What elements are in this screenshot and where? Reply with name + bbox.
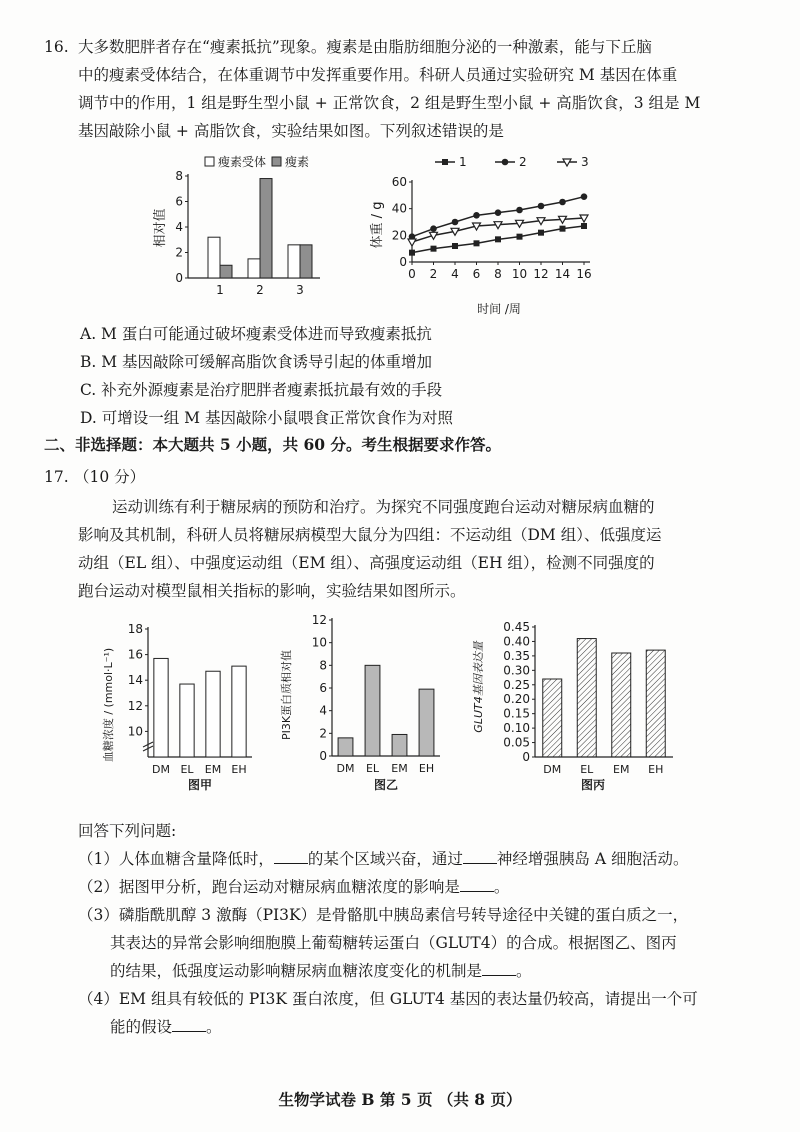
- x-tick-label: EM: [391, 762, 408, 775]
- legend-label-receptor: 瘦素受体: [218, 155, 267, 169]
- x-tick-label: 2: [429, 267, 438, 281]
- fig-yi-ylabel: PI3K蛋白质相对值: [280, 649, 293, 741]
- y-tick-label: 0.40: [503, 634, 530, 649]
- legend-label-leptin: 瘦素: [285, 155, 310, 169]
- x-tick-label: 4: [451, 267, 459, 281]
- answer-blank-4[interactable]: [172, 1017, 206, 1032]
- q17-line-1: 运动训练有利于糖尿病的预防和治疗。为探究不同强度跑台运动对糖尿病血糖的: [112, 498, 655, 516]
- x-tick-label: EM: [613, 763, 630, 776]
- bar: [300, 245, 312, 278]
- bar: [154, 658, 168, 757]
- q16-line-1: 大多数肥胖者存在“瘦素抵抗”现象。瘦素是由脂肪细胞分泌的一种激素，能与下丘脑: [78, 38, 652, 56]
- y-tick-label: 0.35: [503, 648, 530, 663]
- answer-blank-3[interactable]: [482, 961, 516, 976]
- point: [474, 240, 480, 246]
- x-tick-label: 14: [554, 267, 571, 281]
- point: [495, 236, 501, 242]
- answer-blank-1b[interactable]: [463, 849, 497, 864]
- bar: [646, 650, 665, 757]
- fig-yi-plot: [312, 613, 440, 775]
- point: [495, 209, 502, 216]
- page-footer: 生物学试卷 B 第 5 页 （共 8 页）: [278, 1090, 522, 1109]
- point: [581, 223, 587, 229]
- point: [473, 212, 480, 219]
- x-tick-label: 10: [511, 267, 528, 281]
- point: [560, 226, 566, 232]
- bar: [392, 734, 407, 756]
- x-tick-label: EL: [580, 763, 594, 776]
- x-tick-label: 8: [494, 267, 502, 281]
- legend-series-3: 3: [581, 155, 589, 169]
- x-tick-label: EM: [204, 763, 222, 776]
- q17-sub2-b: 。: [493, 878, 510, 896]
- x-tick-label: DM: [543, 763, 562, 776]
- y-tick-label: 16: [127, 647, 143, 662]
- x-tick-label: DM: [152, 763, 170, 776]
- y-tick-label: 8: [175, 169, 183, 183]
- q16-bar-plot: [175, 169, 320, 297]
- q17-line-3: 动组（EL 组）、中强度运动组（EM 组）、高强度运动组（EH 组），检测不同强度的: [78, 554, 655, 572]
- y-tick-label: 6: [175, 194, 183, 209]
- bar: [288, 245, 300, 278]
- point: [431, 246, 437, 252]
- y-tick-label: 18: [127, 622, 143, 636]
- x-tick-label: 6: [472, 267, 481, 281]
- x-tick-label: EH: [231, 763, 247, 776]
- fig-jia-plot: [128, 622, 252, 776]
- q16-option-d: D. 可增设一组 M 基因敲除小鼠喂食正常饮食作为对照: [80, 409, 453, 427]
- x-tick-label: EL: [180, 763, 194, 776]
- y-tick-label: 60: [391, 175, 407, 189]
- y-tick-label: 10: [127, 724, 143, 739]
- y-tick-label: 0.25: [503, 677, 530, 692]
- fig-bing-caption: 图丙: [580, 778, 606, 792]
- q17-sub1-b: 的某个区域兴奋，通过: [307, 850, 463, 868]
- y-tick-label: 0.30: [503, 663, 530, 678]
- bar: [206, 671, 220, 757]
- fig-jia-caption: 图甲: [187, 778, 213, 792]
- point: [409, 250, 415, 256]
- y-tick-label: 4: [319, 703, 327, 718]
- answer-blank-2[interactable]: [460, 877, 494, 892]
- point: [516, 207, 523, 214]
- q16-line-4: 基因敲除小鼠 + 高脂饮食，实验结果如图。下列叙述错误的是: [78, 122, 504, 140]
- fig-bing-plot: [503, 620, 673, 776]
- fig-yi-chart: [278, 610, 448, 795]
- x-tick-label: 0: [408, 267, 416, 281]
- x-tick-label: EH: [418, 762, 435, 775]
- y-tick-label: 0: [319, 749, 327, 763]
- x-tick-label: 12: [533, 267, 549, 281]
- bar: [248, 259, 260, 278]
- point: [430, 225, 437, 232]
- y-tick-label: 20: [391, 228, 407, 243]
- q16-line-3: 调节中的作用，1 组是野生型小鼠 + 正常饮食，2 组是野生型小鼠 + 高脂饮食，3 组是 M: [78, 94, 701, 112]
- answer-blank-1a[interactable]: [274, 849, 308, 864]
- q17-sub4-a: 能的假设: [110, 1018, 173, 1036]
- q16-line-legend: [435, 155, 589, 169]
- q16-bar-chart: [150, 150, 350, 310]
- bar: [338, 738, 353, 756]
- point: [452, 219, 459, 226]
- fig-yi-caption: 图乙: [373, 778, 399, 792]
- bar: [232, 666, 246, 757]
- y-tick-label: 0: [175, 271, 183, 285]
- bar: [419, 689, 434, 756]
- q17-sub3-a: 的结果，低强度运动影响糖尿病血糖浓度变化的机制是: [110, 962, 483, 980]
- point: [581, 193, 588, 200]
- y-tick-label: 0: [399, 255, 407, 269]
- y-tick-label: 0: [522, 750, 530, 764]
- answer-intro: 回答下列问题:: [78, 822, 177, 840]
- fig-jia-chart: [100, 615, 270, 795]
- bar: [577, 639, 596, 757]
- bar: [260, 179, 272, 278]
- q16-line-xlabel: 时间 /周: [477, 302, 521, 316]
- section-2-heading: 二、非选择题：本大题共 5 小题，共 60 分。考生根据要求作答。: [44, 435, 501, 454]
- q17-sub3-line-3: [110, 960, 532, 982]
- q17-sub1: [78, 848, 688, 870]
- q17-sub2-a: （2）据图甲分析，跑台运动对糖尿病血糖浓度的影响是: [78, 878, 460, 896]
- q17-line-2: 影响及其机制，科研人员将糖尿病模型大鼠分为四组：不运动组（DM 组）、低强度运: [78, 526, 662, 544]
- q17-sub4-line-2: [110, 1016, 222, 1038]
- y-tick-label: 6: [319, 681, 327, 695]
- y-tick-label: 0.15: [503, 706, 530, 721]
- bar: [612, 653, 631, 757]
- point: [538, 230, 544, 236]
- q17-sub4-line-1: （4）EM 组具有较低的 PI3K 蛋白浓度，但 GLUT4 基因的表达量仍较高，请提出一个可: [78, 990, 698, 1008]
- y-tick-label: 0.45: [503, 620, 530, 634]
- point: [538, 203, 545, 210]
- point: [452, 243, 458, 249]
- q16-line-chart: [365, 150, 605, 320]
- bar: [220, 265, 232, 278]
- bar: [543, 679, 562, 757]
- bar: [208, 237, 220, 278]
- x-tick-label: 2: [256, 283, 264, 297]
- x-tick-label: 16: [576, 267, 592, 281]
- y-tick-label: 14: [127, 673, 143, 688]
- y-tick-label: 8: [319, 658, 327, 673]
- fig-bing-chart: [468, 615, 678, 795]
- y-tick-label: 12: [311, 613, 327, 627]
- q16-line-ylabel: 体重 / g: [370, 201, 385, 249]
- q17-line-4: 跑台运动对模型鼠相关指标的影响，实验结果如图所示。: [78, 582, 466, 600]
- q17-sub3-line-1: （3）磷脂酰肌醇 3 激酶（PI3K）是骨骼肌中胰岛素信号转导途径中关键的蛋白质之一，: [78, 906, 689, 924]
- q16-line-plot: [392, 175, 592, 281]
- q16-option-c: C. 补充外源瘦素是治疗肥胖者瘦素抵抗最有效的手段: [80, 381, 443, 399]
- q17-sub1-a: （1）人体血糖含量降低时，: [78, 850, 274, 868]
- y-tick-label: 0.10: [503, 721, 530, 736]
- x-tick-label: EH: [648, 763, 664, 776]
- q16-number: 16.: [44, 38, 69, 56]
- q17-score: （10 分）: [74, 468, 146, 486]
- q17-number: 17.: [44, 468, 69, 486]
- y-tick-label: 4: [175, 220, 183, 234]
- x-tick-label: DM: [336, 762, 355, 775]
- y-tick-label: 0.20: [503, 692, 530, 707]
- y-tick-label: 2: [175, 245, 183, 260]
- y-tick-label: 10: [311, 635, 327, 650]
- legend-series-2: 2: [519, 155, 527, 169]
- q17-sub2: [78, 876, 509, 898]
- bar: [180, 684, 194, 757]
- point: [517, 234, 523, 240]
- x-tick-label: 1: [216, 283, 224, 297]
- q16-bar-ylabel: 相对值: [153, 208, 168, 248]
- q17-sub4-b: 。: [206, 1018, 222, 1036]
- q16-option-a: A. M 蛋白可能通过破坏瘦素受体进而导致瘦素抵抗: [80, 325, 432, 343]
- x-tick-label: 3: [296, 283, 304, 297]
- q16-line-2: 中的瘦素受体结合，在体重调节中发挥重要作用。科研人员通过实验研究 M 基因在体重: [78, 66, 678, 84]
- q17-sub3-line-2: 其表达的异常会影响细胞膜上葡萄糖转运蛋白（GLUT4）的合成。根据图乙、图丙: [110, 934, 677, 952]
- y-tick-label: 12: [127, 698, 143, 713]
- bar: [365, 665, 380, 756]
- point: [559, 199, 566, 206]
- fig-jia-ylabel: 血糖浓度 / (mmol·L⁻¹): [102, 647, 115, 763]
- q17-sub1-c: 神经增强胰岛 A 细胞活动。: [496, 850, 689, 868]
- point: [408, 239, 416, 246]
- y-tick-label: 2: [319, 726, 327, 741]
- q17-sub3-b: 。: [516, 962, 532, 980]
- fig-bing-ylabel: GLUT4基因表达量: [472, 641, 485, 733]
- y-tick-label: 0.05: [503, 735, 530, 750]
- x-tick-label: EL: [365, 762, 380, 775]
- q16-bar-legend: [205, 154, 309, 169]
- q16-option-b: B. M 基因敲除可缓解高脂饮食诱导引起的体重增加: [80, 353, 433, 371]
- y-tick-label: 40: [391, 201, 407, 216]
- legend-series-1: 1: [459, 155, 467, 169]
